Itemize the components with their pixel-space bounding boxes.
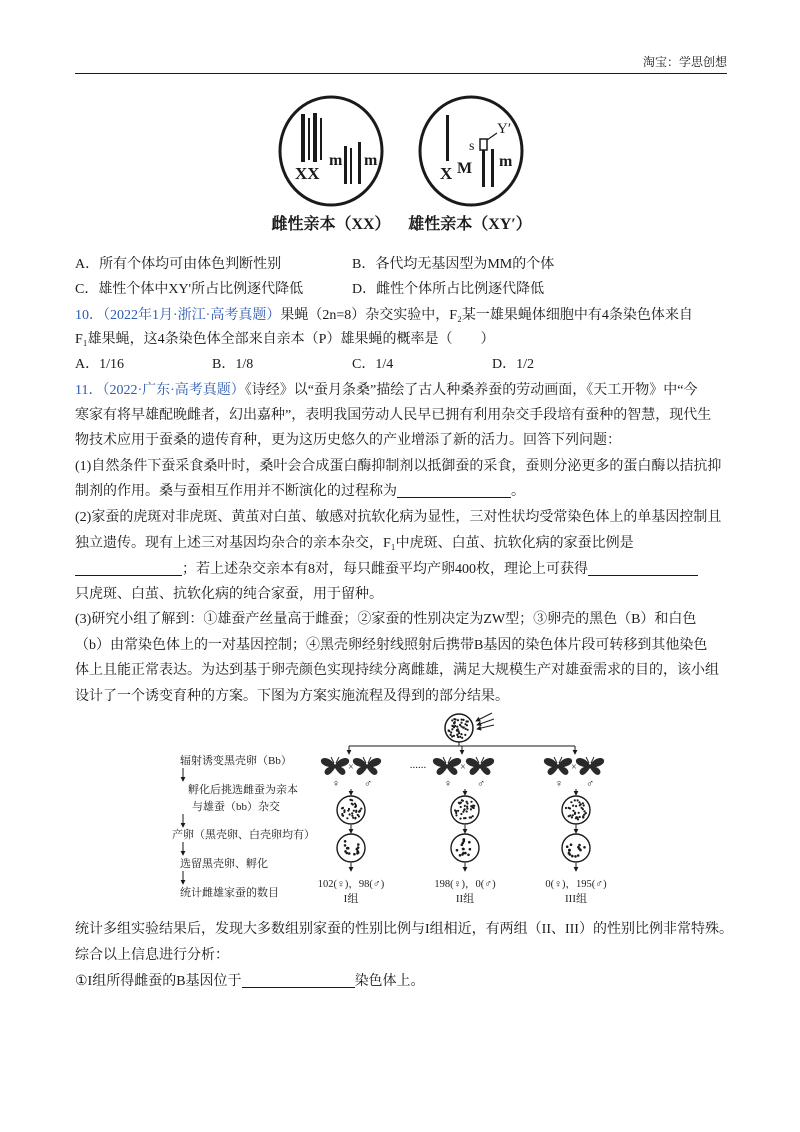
egg-speckle — [355, 805, 357, 807]
male-moth-icon — [466, 757, 494, 775]
q11-part1-line2 — [75, 482, 525, 502]
egg-speckle — [582, 808, 584, 810]
male-moth-icon — [353, 757, 381, 775]
q11-analysis-line2: 综合以上信息进行分析： — [75, 948, 229, 963]
egg-speckle — [473, 805, 475, 807]
egg-speckle — [460, 806, 462, 808]
egg-speckle — [460, 813, 462, 815]
m-chromosome — [491, 149, 494, 187]
egg-speckle — [347, 810, 349, 812]
egg-speckle — [459, 724, 461, 726]
m-chromosome — [344, 146, 347, 184]
q11-part2-text: ；若上述杂交亲本有8对，每只雌蚕平均产卵400枚，理论上可获得 — [182, 562, 588, 577]
male-M-label: M — [457, 160, 473, 177]
q9-option-b: B．各代均无基因型为MM的个体 — [352, 257, 555, 272]
radiation-ray — [476, 713, 492, 721]
radiation-ray — [477, 719, 494, 725]
egg-speckle — [464, 805, 466, 807]
egg-speckle — [451, 728, 453, 730]
female-m-label-left: m — [329, 152, 343, 169]
m-chromatid — [350, 148, 352, 184]
egg-speckle — [456, 734, 458, 736]
egg-speckle — [578, 844, 581, 847]
female-moth-icon — [433, 757, 461, 775]
flow-step-3: 产卵（黑壳卵、白壳卵均有） — [172, 829, 315, 841]
egg-speckle — [467, 729, 469, 731]
egg-speckle — [360, 808, 362, 810]
egg-speckle — [464, 852, 467, 855]
y-chromosome — [482, 150, 485, 187]
header-rule — [75, 73, 727, 74]
q11-number: 11． — [75, 383, 103, 398]
q11-part3-line2: （b）由常染色体上的一对基因控制；④黑壳卵经射线照射后携带B基因的染色体片段可转移到其他染色 — [75, 638, 708, 653]
male-parent-cell — [420, 97, 522, 205]
q11-source: （2022·广东·高考真题） — [102, 383, 245, 398]
flow-step-2: 孵化后挑选雌蚕为亲本 — [188, 784, 298, 796]
egg-speckle — [354, 817, 356, 819]
cross-symbol: × — [348, 762, 354, 773]
egg-speckle — [353, 853, 356, 856]
female-parent-cell — [280, 97, 382, 205]
q11-part2-line2: 独立遗传。现有上述三对基因均杂合的亲本杂交，F₁中虎斑、白茧、抗软化病的家蚕比例是 — [75, 536, 634, 551]
q10-option-b: B．1/8 — [212, 357, 254, 372]
flow-step-1: 辐射诱变黑壳卵（Bb） — [180, 755, 292, 767]
irradiated-egg — [445, 714, 473, 742]
q10-number: 10． — [75, 308, 103, 323]
egg-speckle — [450, 731, 452, 733]
egg-speckle — [577, 799, 579, 801]
egg-speckle — [579, 816, 581, 818]
egg-speckle — [466, 806, 468, 808]
male-symbol: ♂ — [476, 778, 486, 790]
egg-speckle — [583, 804, 585, 806]
egg-speckle — [459, 736, 461, 738]
egg-speckle — [583, 846, 586, 849]
answer-blank — [242, 973, 355, 988]
egg-speckle — [358, 815, 360, 817]
egg-speckle — [568, 849, 571, 852]
group-1-column — [318, 789, 385, 905]
egg-speckle — [582, 815, 584, 817]
egg-speckle — [348, 852, 351, 855]
q11-part3-line4: 设计了一个诱变育种的方案。下图为方案实施流程及得到的部分结果。 — [75, 689, 509, 704]
flow-step-5: 统计雌雄家蚕的数目 — [180, 887, 279, 899]
egg-speckle — [346, 847, 349, 850]
female-m-label-right: m — [364, 152, 378, 169]
flow-step-2b: 与雄蚕（bb）杂交 — [192, 801, 280, 813]
egg-speckle — [455, 814, 457, 816]
egg-speckle — [349, 813, 351, 815]
egg-speckle — [450, 734, 452, 736]
egg-speckle — [354, 803, 356, 805]
egg-speckle — [470, 816, 472, 818]
y-prime-pointer — [487, 133, 497, 140]
x-chromatid — [308, 118, 310, 160]
egg-speckle — [470, 808, 472, 810]
egg-speckle — [571, 816, 573, 818]
male-y-label: Y′ — [497, 121, 512, 137]
egg-speckle — [344, 844, 347, 847]
male-x-label: X — [440, 164, 453, 183]
egg-speckle — [575, 805, 577, 807]
egg-speckle — [457, 719, 459, 721]
q11-intro-text: 《诗经》以“蚕月条桑”描绘了古人种桑养蚕的劳动画面，《天工开物》中“今 — [244, 383, 698, 398]
female-xx-label: XX — [295, 164, 320, 183]
egg-speckle — [566, 845, 569, 848]
egg-speckle — [572, 810, 574, 812]
female-moth-icon — [321, 757, 349, 775]
egg-speckle — [572, 805, 574, 807]
egg-speckle — [571, 855, 574, 858]
egg-speckle — [577, 818, 579, 820]
q11-part1-line1: (1)自然条件下蚕采食桑叶时，桑叶会合成蛋白酶抑制剂以抵御蚕的采食，蚕则分泌更多的蛋白酶以拮抗抑 — [75, 459, 722, 474]
egg-speckle — [359, 810, 361, 812]
egg-circle — [337, 834, 365, 862]
male-parent-caption: 雄性亲本（XY′） — [408, 216, 532, 233]
egg-speckle — [460, 722, 462, 724]
egg-speckle — [456, 849, 459, 852]
q10-option-a: A．1/16 — [75, 357, 124, 372]
cross-symbol: × — [460, 762, 466, 773]
x-chromosome — [313, 113, 317, 162]
q11-analysis-end: 染色体上。 — [354, 974, 425, 989]
egg-speckle — [351, 815, 353, 817]
egg-speckle — [469, 848, 472, 851]
egg-speckle — [459, 802, 461, 804]
egg-speckle — [578, 801, 580, 803]
breeding-flow-figure — [160, 708, 607, 913]
m-chromosome — [358, 142, 361, 184]
egg-speckle — [577, 854, 580, 857]
egg-speckle — [346, 852, 349, 855]
egg-speckle — [351, 803, 353, 805]
egg-speckle — [448, 729, 450, 731]
q11-part2-line3 — [75, 560, 698, 580]
egg-speckle — [468, 841, 471, 844]
female-moth-icon — [544, 757, 572, 775]
egg-speckle — [466, 801, 468, 803]
q11-part3-line1: (3)研究小组了解到：①雄蚕产丝量高于雌蚕；②家蚕的性别决定为ZW型；③卵壳的黑色（B）和白色 — [75, 612, 697, 627]
chromosome-figure — [270, 92, 540, 237]
q10-option-d: D．1/2 — [492, 357, 534, 372]
egg-speckle — [457, 736, 459, 738]
egg-speckle — [575, 817, 577, 819]
egg-speckle — [459, 818, 461, 820]
egg-speckle — [346, 817, 348, 819]
egg-speckle — [457, 810, 459, 812]
q10-option-c: C．1/4 — [352, 357, 394, 372]
egg-speckle — [565, 807, 567, 809]
egg-speckle — [463, 817, 465, 819]
egg-speckle — [568, 815, 570, 817]
male-s-label: s — [469, 139, 475, 154]
egg-speckle — [467, 720, 469, 722]
egg-speckle — [570, 801, 572, 803]
egg-speckle — [568, 852, 571, 855]
egg-speckle — [352, 817, 354, 819]
q11-part2-line1: (2)家蚕的虎斑对非虎斑、黄茧对白茧、敏感对抗软化病为显性，三对性状均受常染色体上的单基因控制且 — [75, 510, 722, 525]
egg-speckle — [466, 808, 468, 810]
egg-speckle — [357, 843, 360, 846]
egg-speckle — [467, 854, 470, 857]
female-symbol: ♀ — [554, 778, 564, 790]
q9-option-a: A．所有个体均可由体色判断性别 — [75, 257, 282, 272]
group-3-result: 0(♀)，195(♂) — [545, 879, 607, 890]
egg-speckle — [574, 812, 576, 814]
q11-part1-text: 制剂的作用。桑与蚕相互作用并不断演化的过程称为 — [75, 484, 397, 499]
egg-speckle — [461, 737, 463, 739]
q11-intro-line1 — [75, 381, 697, 401]
egg-speckle — [462, 719, 464, 721]
egg-speckle — [344, 840, 347, 843]
answer-blank — [75, 561, 182, 576]
egg-speckle — [455, 718, 457, 720]
female-symbol: ♀ — [331, 778, 341, 790]
egg-speckle — [343, 809, 345, 811]
egg-speckle — [464, 734, 466, 736]
female-symbol: ♀ — [443, 778, 453, 790]
q11-intro-line3: 物技术应用于蚕桑的遗传育种，更为这历史悠久的产业增添了新的活力。回答下列问题： — [75, 433, 621, 448]
q10-source: （2022年1月·浙江·高考真题） — [103, 308, 281, 323]
egg-speckle — [461, 799, 463, 801]
egg-circle — [451, 834, 479, 862]
egg-speckle — [574, 799, 576, 801]
egg-speckle — [462, 842, 465, 845]
header-brand: 淘宝：学思创想 — [642, 55, 727, 69]
q11-part1-end: 。 — [511, 484, 525, 499]
group-1-label: I组 — [343, 893, 359, 905]
group-2-result: 198(♀)，0(♂) — [434, 879, 496, 890]
egg-speckle — [451, 719, 453, 721]
group-3-column — [545, 789, 607, 905]
q9-option-c: C．雄性个体中XY'所占比例逐代降低 — [75, 282, 304, 297]
egg-speckle — [470, 805, 472, 807]
group-1-result: 102(♀)，98(♂) — [317, 879, 385, 890]
egg-speckle — [470, 801, 472, 803]
egg-speckle — [351, 812, 353, 814]
flow-step-4: 选留黑壳卵、孵化 — [180, 858, 268, 870]
q11-intro-line2: 寒家有将早雄配晚雌者，幻出嘉种”，表明我国劳动人民早已拥有利用杂交手段培有蚕种的智慧，现代生 — [75, 408, 712, 423]
group-3-label: III组 — [565, 893, 587, 905]
group-2-column — [434, 789, 496, 905]
egg-speckle — [578, 847, 581, 850]
egg-speckle — [582, 802, 584, 804]
cross-symbol: × — [571, 762, 577, 773]
q11-part2-line4: 只虎斑、白茧、抗软化病的纯合家蚕，用于留种。 — [75, 587, 383, 602]
q9-option-d: D．雌性个体所占比例逐代降低 — [352, 282, 545, 297]
egg-speckle — [455, 812, 457, 814]
egg-speckle — [583, 810, 585, 812]
male-moth-icon — [576, 757, 604, 775]
group-2-label: II组 — [455, 893, 475, 905]
male-m-label: m — [499, 153, 513, 170]
egg-speckle — [570, 843, 573, 846]
egg-speckle — [456, 726, 458, 728]
egg-speckle — [455, 810, 457, 812]
egg-speckle — [466, 724, 468, 726]
egg-speckle — [578, 812, 580, 814]
egg-speckle — [572, 814, 574, 816]
egg-speckle — [460, 733, 462, 735]
radiation-ray — [477, 725, 494, 729]
male-symbol: ♂ — [585, 778, 595, 790]
y-prime-segment-box — [480, 139, 487, 150]
egg-speckle — [459, 854, 462, 857]
egg-speckle — [356, 850, 359, 853]
egg-speckle — [461, 719, 463, 721]
egg-speckle — [574, 855, 577, 858]
female-parent-caption: 雌性亲本（XX） — [271, 216, 391, 233]
egg-speckle — [350, 799, 352, 801]
egg-speckle — [342, 807, 344, 809]
egg-speckle — [462, 848, 465, 851]
answer-blank — [588, 561, 698, 576]
egg-speckle — [473, 807, 475, 809]
answer-blank — [397, 483, 511, 498]
egg-speckle — [466, 810, 468, 812]
q11-analysis-line1: 统计多组实验结果后，发现大多数组别家蚕的性别比例与I组相近，有两组（II、III）的性别比例非常特殊。 — [75, 922, 733, 937]
egg-speckle — [453, 726, 455, 728]
egg-speckle — [463, 726, 465, 728]
egg-circle — [562, 834, 590, 862]
egg-circle — [562, 796, 590, 824]
egg-speckle — [569, 807, 571, 809]
egg-speckle — [353, 810, 355, 812]
male-symbol: ♂ — [363, 778, 373, 790]
female-cell-outline — [280, 97, 382, 205]
q10-stem-line2: F₁雄果蝇，这4条染色体全部来自亲本（P）雄果蝇的概率是（ ） — [75, 332, 495, 347]
q11-part3-line3: 体上且能正常表达。为达到基于卵壳颜色实现持续分离雌雄，满足大规模生产对雄蚕需求的目的，该小组 — [75, 663, 719, 678]
egg-speckle — [458, 732, 460, 734]
egg-speckle — [462, 838, 465, 841]
q10-text: 果蝇（2n=8）杂交实验中，F₂某一雄果蝇体细胞中有4条染色体来自 — [280, 308, 693, 323]
egg-speckle — [453, 735, 455, 737]
egg-speckle — [456, 730, 458, 732]
egg-speckle — [465, 728, 467, 730]
x-chromatid — [320, 118, 322, 160]
x-chromosome — [446, 115, 449, 161]
egg-speckle — [579, 804, 581, 806]
x-chromosome — [301, 114, 305, 162]
more-groups-ellipsis: ...... — [409, 759, 427, 771]
q11-analysis-text: ①I组所得雌蚕的B基因位于 — [75, 974, 242, 989]
egg-speckle — [454, 721, 456, 723]
egg-speckle — [355, 810, 357, 812]
egg-speckle — [342, 815, 344, 817]
q10-stem-line1 — [75, 306, 693, 326]
egg-speckle — [463, 809, 465, 811]
q11-analysis-line3 — [75, 972, 425, 992]
